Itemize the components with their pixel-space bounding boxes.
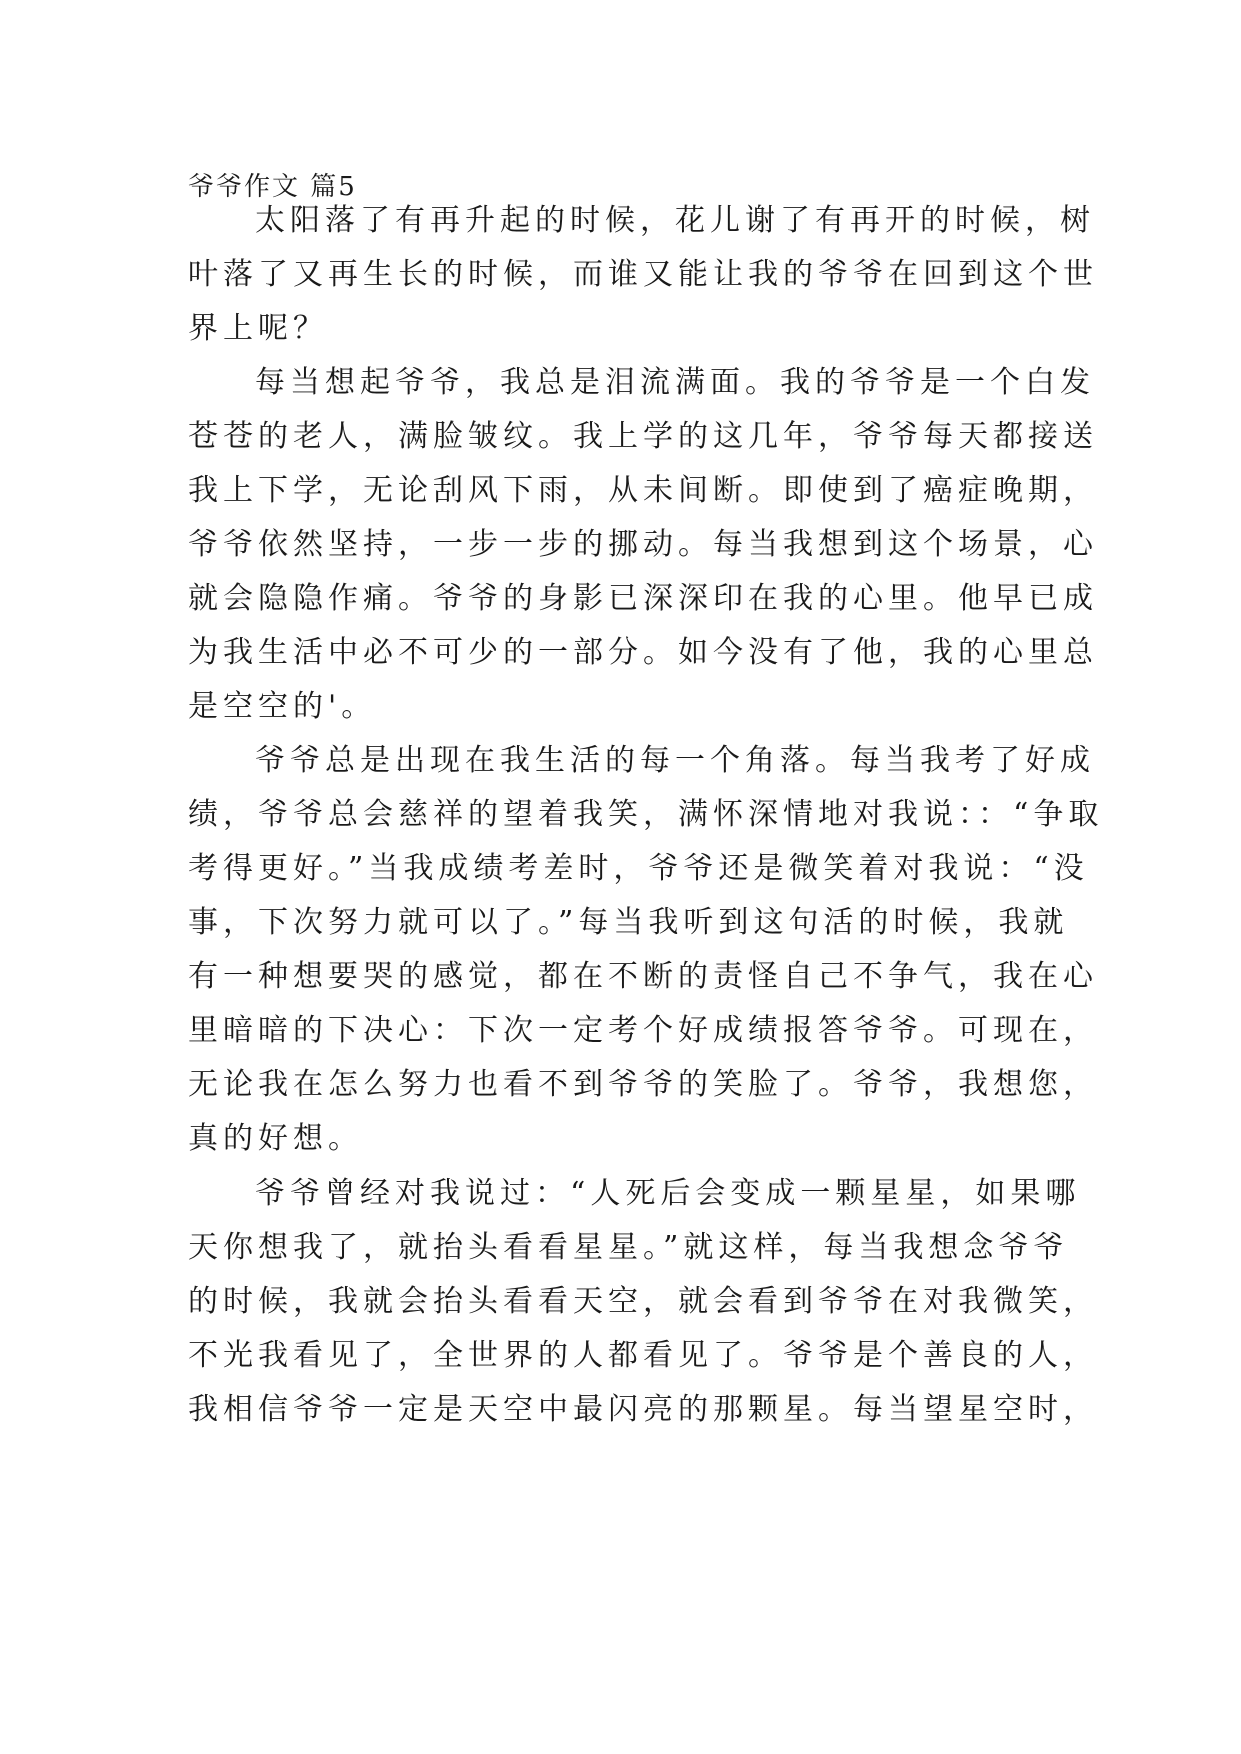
paragraph-3-line-8: 真的好想。 — [188, 1121, 363, 1156]
paragraph-2-line-6: 为我生活中必不可少的一部分。如今没有了他，我的心里总 — [188, 635, 1098, 670]
paragraph-3-line-1: 爷爷总是出现在我生活的每一个角落。每当我考了好成 — [255, 743, 1095, 778]
paragraph-3-line-7: 无论我在怎么努力也看不到爷爷的笑脸了。爷爷，我想您， — [188, 1067, 1098, 1102]
paragraph-1-line-1: 太阳落了有再升起的时候，花儿谢了有再开的时候，树 — [255, 203, 1095, 238]
paragraph-1-line-2: 叶落了又再生长的时候，而谁又能让我的爷爷在回到这个世 — [188, 257, 1098, 292]
document-title: 爷爷作文 篇5 — [188, 172, 357, 202]
paragraph-3-line-3: 考得更好。”当我成绩考差时，爷爷还是微笑着对我说：“没 — [188, 851, 1089, 886]
paragraph-2-line-7: 是空空的'。 — [188, 689, 377, 724]
paragraph-3-line-5: 有一种想要哭的感觉，都在不断的责怪自己不争气，我在心 — [188, 959, 1098, 994]
paragraph-2-line-2: 苍苍的老人，满脸皱纹。我上学的这几年，爷爷每天都接送 — [188, 419, 1098, 454]
paragraph-4-line-5: 我相信爷爷一定是天空中最闪亮的那颗星。每当望星空时， — [188, 1392, 1098, 1427]
paragraph-4-line-1: 爷爷曾经对我说过：“人死后会变成一颗星星，如果哪 — [255, 1176, 1081, 1211]
paragraph-3-line-6: 里暗暗的下决心：下次一定考个好成绩报答爷爷。可现在， — [188, 1013, 1098, 1048]
paragraph-2-line-1: 每当想起爷爷，我总是泪流满面。我的爷爷是一个白发 — [255, 365, 1095, 400]
paragraph-2-line-3: 我上下学，无论刮风下雨，从未间断。即使到了癌症晚期， — [188, 473, 1098, 508]
paragraph-4-line-4: 不光我看见了，全世界的人都看见了。爷爷是个善良的人， — [188, 1338, 1098, 1373]
paragraph-4-line-3: 的时候，我就会抬头看看天空，就会看到爷爷在对我微笑， — [188, 1284, 1098, 1319]
paragraph-3-line-2: 绩，爷爷总会慈祥的望着我笑，满怀深情地对我说：：“争取 — [188, 797, 1104, 832]
paragraph-4-line-2: 天你想我了，就抬头看看星星。”就这样，每当我想念爷爷 — [188, 1230, 1069, 1265]
paragraph-2-line-5: 就会隐隐作痛。爷爷的身影已深深印在我的心里。他早已成 — [188, 581, 1098, 616]
paragraph-1-line-3: 界上呢？ — [188, 311, 328, 346]
paragraph-2-line-4: 爷爷依然坚持，一步一步的挪动。每当我想到这个场景，心 — [188, 527, 1098, 562]
paragraph-3-line-4: 事，下次努力就可以了。”每当我听到这句活的时候，我就 — [188, 905, 1069, 940]
